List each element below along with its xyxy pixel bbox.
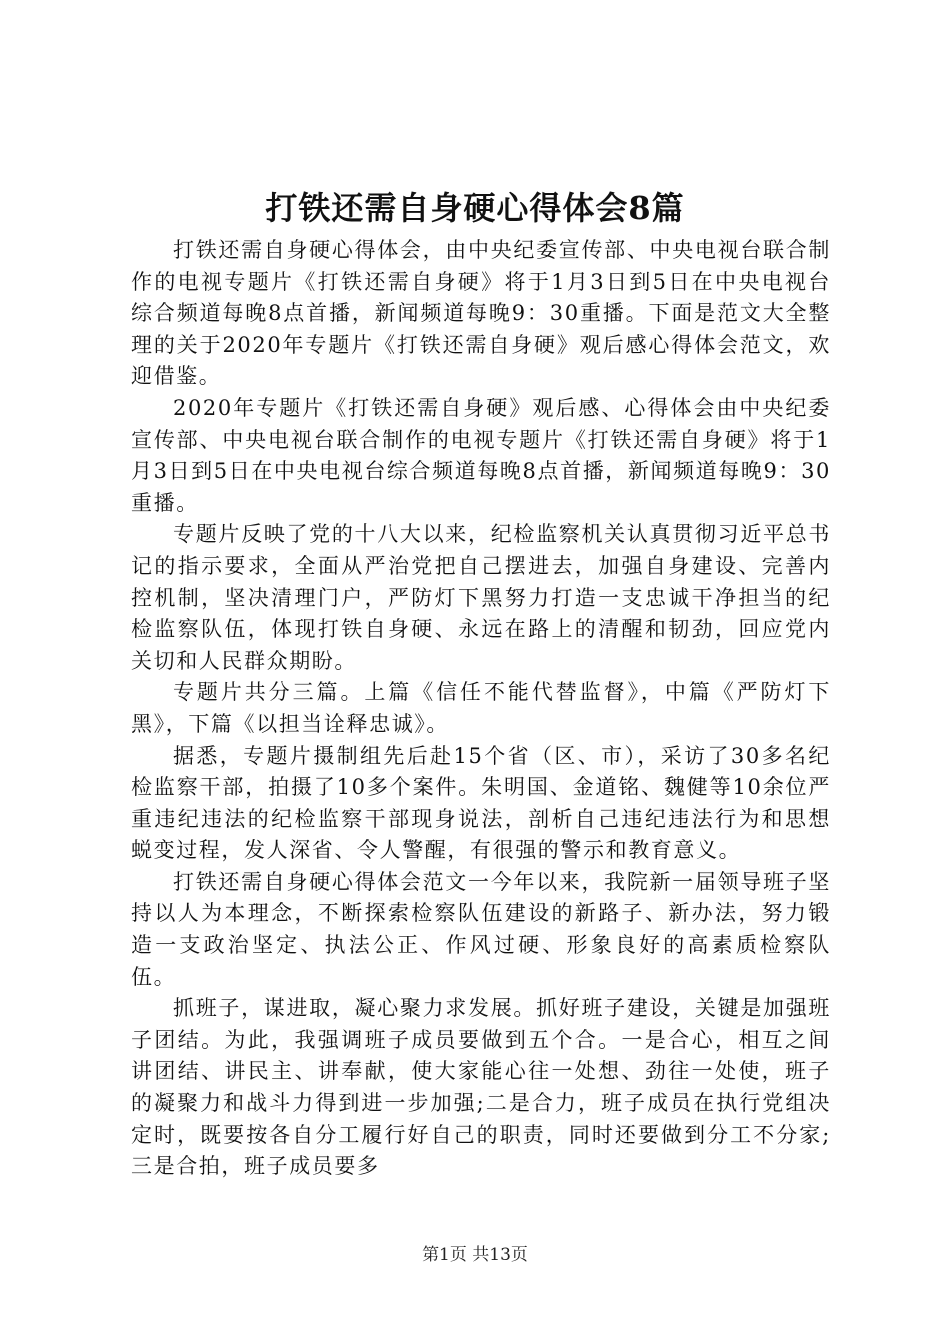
paragraph: 专题片共分三篇。上篇《信任不能代替监督》，中篇《严防灯下黑》，下篇《以担当诠释忠诚》。 [131,680,831,736]
document-title: 打铁还需自身硬心得体会8篇 [265,189,685,227]
paragraph: 抓班子，谋进取，凝心聚力求发展。抓好班子建设，关键是加强班子团结。为此，我强调班子成员要做到五个合。一是合心，相互之间讲团结、讲民主、讲奉献，使大家能心往一处想、劲往一处使，班子的凝聚力和战斗力得到进一步加强;二是合力，班子成员在执行党组决定时，既要按各自分工履行好自己的职责，同时还要做到分工不分家;三是合拍，班子成员要多 [131,996,831,1179]
paragraph: 打铁还需自身硬心得体会，由中央纪委宣传部、中央电视台联合制作的电视专题片《打铁还需自身硬》将于1月3日到5日在中央电视台综合频道每晚8点首播，新闻频道每晚9：30重播。下面是范文大全整理的关于2020年专题片《打铁还需自身硬》观后感心得体会范文，欢迎借鉴。 [131,238,831,389]
paragraph: 据悉，专题片摄制组先后赴15个省（区、市），采访了30多名纪检监察干部，拍摄了10多个案件。朱明国、金道铭、魏健等10余位严重违纪违法的纪检监察干部现身说法，剖析自己违纪违法行为和思想蜕变过程，发人深省、令人警醒，有很强的警示和教育意义。 [131,743,831,863]
paragraph: 2020年专题片《打铁还需自身硬》观后感、心得体会由中央纪委宣传部、中央电视台联合制作的电视专题片《打铁还需自身硬》将于1月3日到5日在中央电视台综合频道每晚8点首播，新闻频道每晚9：30重播。 [131,395,831,515]
document-body [131,235,831,1183]
paragraph: 打铁还需自身硬心得体会范文一今年以来，我院新一届领导班子坚持以人为本理念，不断探索检察队伍建设的新路子、新办法，努力锻造一支政治坚定、执法公正、作风过硬、形象良好的高素质检察队伍。 [131,869,831,989]
paragraph: 专题片反映了党的十八大以来，纪检监察机关认真贯彻习近平总书记的指示要求，全面从严治党把自己摆进去，加强自身建设、完善内控机制，坚决清理门户，严防灯下黑努力打造一支忠诚干净担当的纪检监察队伍，体现打铁自身硬、永远在路上的清醒和韧劲，回应党内关切和人民群众期盼。 [131,522,831,673]
page-footer: 第1页 共13页 [422,1245,528,1265]
